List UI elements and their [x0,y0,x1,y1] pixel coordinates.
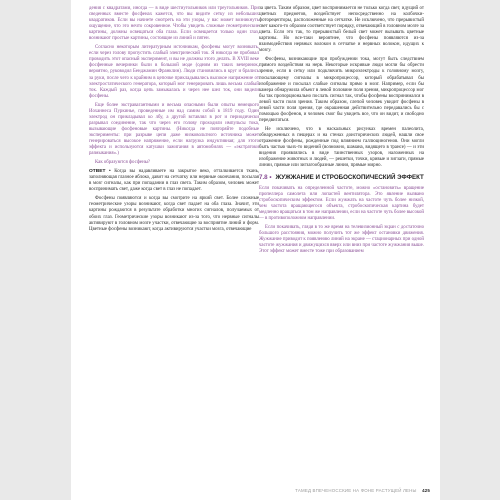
left-text-column [89,6,259,236]
section-heading [259,174,424,181]
paragraph [89,6,259,42]
answer-label: ОТВЕТ • [89,169,111,175]
page-number: 425 [422,488,430,493]
paragraph-text: Фосфены появляются и когда вы смотрите на яркий свет. Более сложные геометрические узоры возникают, когда свет падает на оба глаза. Значит, эти картины рождаются в результате обработки многих сигналов, получаемых от обоих глаз. Геометрические узоры возникают из-за того, что нервные сигналы активируют в головном мозге участки, отвечающие за восприятие линий и форм. Цветные фосфены возникают, когда активируются участки мозга, отвечающие [89,196,259,232]
book-page [71,0,440,500]
paragraph [259,225,424,255]
paragraph [89,196,259,232]
right-text-column [259,6,424,258]
paragraph-text: Еще более экстравагантными и весьма опасными были опыты немецкого Иоханнеса Пуркинье, проведенные им над самим собой в 1819 году. Один электрод он прикладывал ко лбу, а другой вставлял в рот и периодически разрывал соединение, так что через его голову проходили импульсы тока, вызывающие фосфеновые картины. (Никогда не повторяйте подобные эксперименты: при разрыве цепи даже низковольтного источника может генерироваться высокое напряжение, если нагрузка индуктивная; для этого эффекта и используются катушки зажигания в автомобилях — «экстратоки размыкания».) [89,102,259,157]
paragraph-text: Согласно некоторым литературным источникам, фосфены могут возникать, если через голову пропустить слабый электрический ток. Я никогда не пробовал проводить этот опасный эксперимент, и вы не должны этого делать. В XVIII веке фосфенные вечеринки были в большой моде (одним из таких вечеринок, вероятно, руководил Бенджамин Франклин). Люди становились в круг и брались за руки, после чего к крайним в цепочке прикладывались высокое напряжение от электростатического генератора, который мог генерировать лишь весьма слабый ток. Каждый раз, когда цепь замыкалась и через нее шел ток, они видели фосфены. [89,45,259,99]
paragraph-text: Когда вы надавливаете на закрытое веко, отталкивается ткань, заполняющая глазное яблоко, давит на сетчатку или нервные окончания, посылая в мозг сигналы, как при попадании в глаз света. Таким образом, человек может воспринимать свет, даже когда свет в глаз не попадает. [89,169,259,193]
paragraph-text: дения с квадратами, иногда — в виде шестиугольников или треугольников. При сведенных вместе фосфенах кажется, что вы видите сетку из небольших квадратиков. Если вы начнете смотреть на эти узоры, у вас может возникнуть ощущение, что это нечто сокровенное. Чтобы увидеть сложные геометрические картины, должны освещаться оба глаза. Если освещается только один глаз, возникают простые картины, состоящие из линий и пятен. [89,6,259,42]
paragraph-text: за цвета. Таким образом, цвет воспринимается не только когда свет, идущий от цветных предметов, воздействует непосредственно на колбочки-фоторецепторы, расположенные на сетчатке. Не исключено, что прерывистый свет какого-то образом соответствует порядку, отвечающий в головном мозге за цвета. Если это так, то прерывистый белый свет может вызывать цветные картины. Но все-таки вероятнее, что фосфены появляются из-за взаимодействия нервных волокон в сетчатке и нервных волокон, идущих к мозгу. [259,6,424,54]
paragraph-text: Фосфены, возникающие при пробуждении тока, могут быть следствием прямого воздействия на нерв. Некоторые искривые люди могли бы обрести зрение, если в сетку или подключить микроэлектроды к головному мозгу, посылающему сигналы в микропроцессор, который обрабатывал бы изображение и посылал слабые сигналы прямо в мозг. Например, если бы камера обнаружила объект в левой половине поля зрения, микропроцессор мог бы так пропорционально послать сигнал так, чтобы фосфены воспринимался в левой части поля зрения. Таким образом, слепой человек увидит фосфены в левой части поля зрения, где окрашенная действительно передавались бы с помощью фосфенов, и человек смог бы увидеть все, что он видит, и свободно передвигаться. [259,57,424,123]
paragraph-text: Не исключено, что в наскальных рисунках времен палеолита, обнаруженных в пещерах и на стенах доисторических людей, нашли свое отражение фосфены, рожденные под влиянием галлюциногенов. Они могли быть частью чьих-то видений (возможно, шамана, видящего в трансе) — и эти видения проявлялись в виде таинственных узоров, наложенных на изображение животных и людей, — решетки, точки, кривые и зигзаги, прямые линии, прямые или зигзагообразные линии, прямые мирно. [259,126,424,169]
paragraph [89,160,259,166]
paragraph [259,127,424,169]
paragraph [89,169,259,193]
paragraph [89,45,259,99]
paragraph [259,57,424,124]
section-number: 7.8 • [259,174,272,182]
page-footer [71,488,430,493]
paragraph [89,103,259,157]
right-paragraphs-before [259,6,424,169]
right-paragraphs-after [259,186,424,256]
running-footer: ТАМЕД ВПЕЧЕНОССКИЕ НА ФОНЕ РАСТУЩЕЙ ЛЕНЫ [295,488,417,493]
paragraph-text: Если покачивать, глядя в то же время на телевизионный экран с достаточно большого расстояния, можно получить тот же эффект остановки движения. Жужжание приводит к появлению линий на экране — стационарных при одной частоте жужжания и движущихся вверх или вниз при частоте жужжания выше. Этот эффект может вместе тоже при образованием [259,224,424,255]
paragraph-text: Как образуются фосфены? [95,160,151,166]
paragraph [259,186,424,222]
paragraph [259,6,424,54]
paragraph-text: Если покачивать на определенной частоте, можно «остановить» вращение пропеллера самолета или лопастей вентилятора. Это явление вызвано стробоскопическим эффектом. Если жужжать на частоте чуть более низкой, чем частота вращающегося объекта, стробоскопическая картина будет медленно вращаться в том же направлении, если на частоте чуть более высокой — в противоположном направлении. [259,185,424,221]
section-title: ЖУЖЖАНИЕ И СТРОБОСКОПИЧЕСКИЙ ЭФФЕКТ [275,174,424,182]
